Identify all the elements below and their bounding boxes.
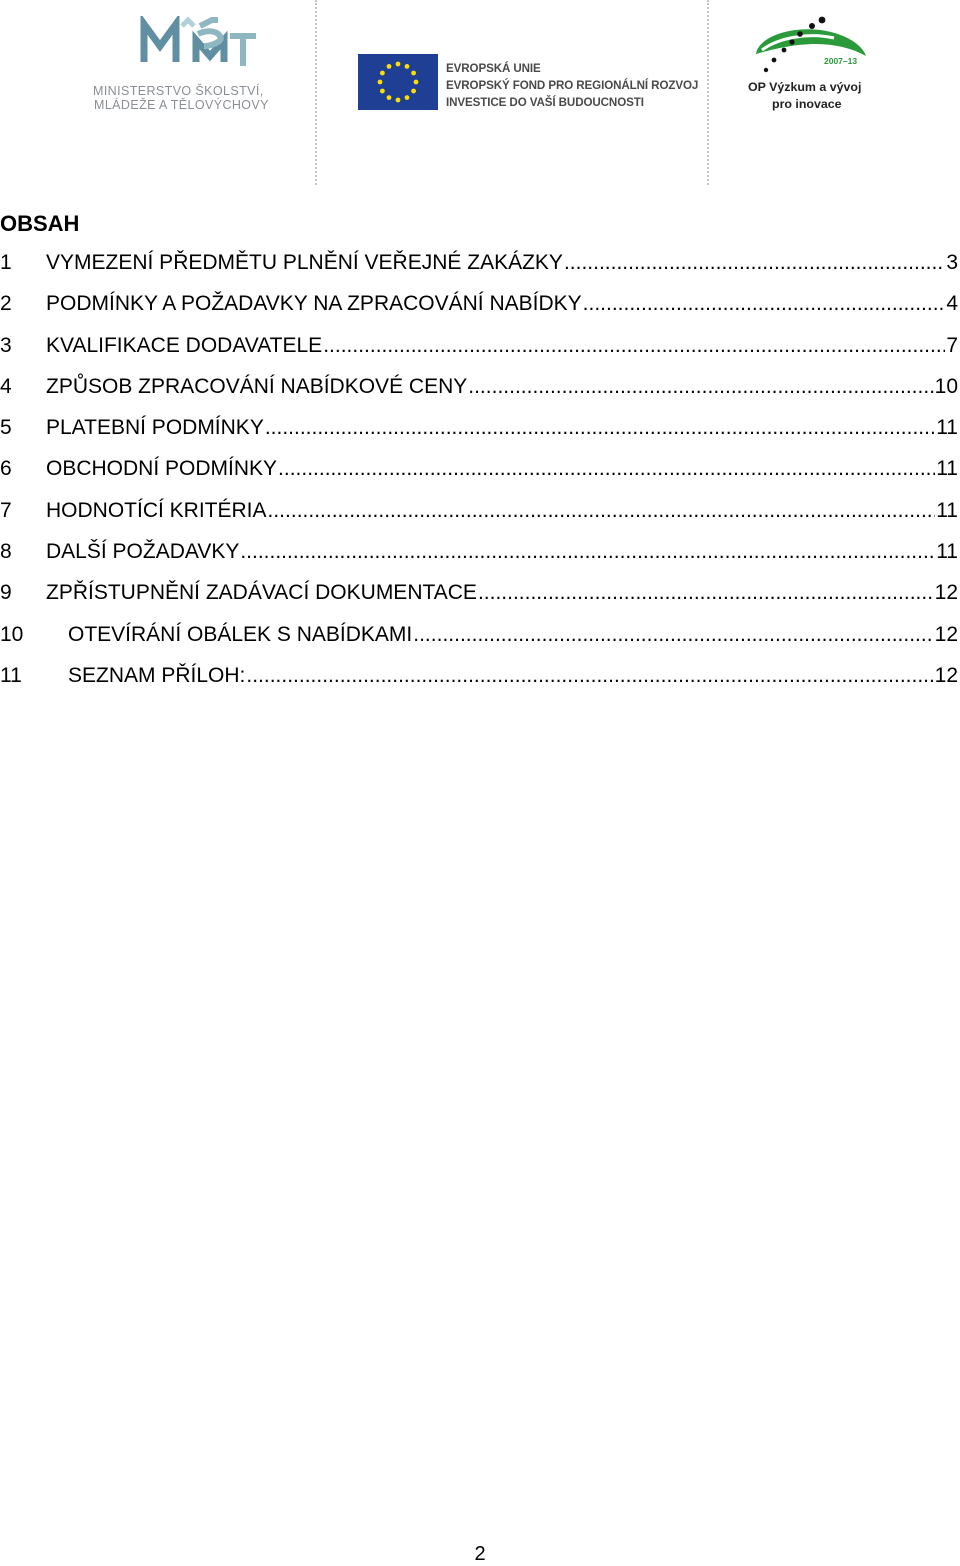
toc-entry-number: 3 — [0, 333, 12, 357]
toc-entry-number: 10 — [0, 622, 24, 646]
toc-entry-page: 12 — [934, 581, 958, 605]
toc-entry-title: ZPŘÍSTUPNĚNÍ ZADÁVACÍ DOKUMENTACE — [46, 581, 477, 605]
eu-text-line3: INVESTICE DO VAŠÍ BUDOUCNOSTI — [446, 96, 644, 109]
toc-entry-page: 11 — [936, 540, 958, 564]
toc-entry-page: 7 — [946, 333, 958, 357]
eu-text-line2: EVROPSKÝ FOND PRO REGIONÁLNÍ ROZVOJ — [446, 79, 699, 92]
toc-entry-title: SEZNAM PŘÍLOH: — [68, 663, 246, 687]
eu-logo — [358, 52, 699, 112]
toc-leader-dots — [564, 243, 945, 283]
header-divider — [707, 0, 709, 185]
toc-entry-page: 12 — [934, 622, 958, 646]
msmt-name-line2: MLÁDEŽE A TĚLOVÝCHOVY — [94, 98, 269, 112]
toc-entry-title: DALŠÍ POŽADAVKY — [46, 540, 240, 564]
toc-entry-title: KVALIFIKACE DODAVATELE — [46, 333, 323, 357]
toc-entry[interactable] — [0, 573, 960, 614]
op-years: 2007–13 — [824, 56, 858, 66]
toc-entry-page: 11 — [936, 498, 958, 522]
msmt-logo — [90, 14, 290, 114]
toc-entry-number: 6 — [0, 457, 12, 481]
op-vavpi-logo — [742, 14, 882, 114]
toc-entry[interactable] — [0, 615, 960, 656]
op-vavpi-swoosh-icon — [748, 14, 878, 80]
toc-entry-number: 5 — [0, 416, 12, 440]
toc-title: OBSAH — [0, 211, 80, 236]
toc-entry-page: 12 — [934, 663, 958, 687]
eu-flag-icon — [358, 54, 438, 110]
toc-entry-title: HODNOTÍCÍ KRITÉRIA — [46, 498, 267, 522]
toc-entry-page: 3 — [946, 251, 958, 274]
toc-entry[interactable] — [0, 367, 960, 408]
toc-entry-number: 1 — [0, 251, 12, 274]
toc-leader-dots — [265, 408, 935, 448]
toc-entry-page: 4 — [946, 292, 958, 316]
toc-entry[interactable] — [0, 532, 960, 573]
op-name-line2: pro inovace — [772, 97, 842, 111]
toc-entry[interactable] — [0, 243, 960, 284]
msmt-monogram-icon — [138, 16, 258, 82]
toc-entry-number: 4 — [0, 374, 12, 398]
toc-entry-number: 8 — [0, 540, 12, 564]
toc-entry[interactable] — [0, 408, 960, 449]
header-logos — [0, 0, 960, 190]
page-number: 2 — [474, 1543, 486, 1565]
toc-entry-title: OBCHODNÍ PODMÍNKY — [46, 457, 278, 481]
toc-entry-number: 2 — [0, 292, 12, 316]
toc-entry[interactable] — [0, 284, 960, 325]
toc-entry-number: 11 — [0, 663, 22, 687]
op-name-line1: OP Výzkum a vývoj — [748, 80, 862, 94]
toc-leader-dots — [240, 532, 935, 572]
toc-entry-title: VYMEZENÍ PŘEDMĚTU PLNĚNÍ VEŘEJNÉ ZAKÁZKY — [46, 251, 563, 274]
toc-entry-page: 11 — [936, 416, 958, 440]
toc-list — [0, 243, 960, 697]
toc-entry-title: ZPŮSOB ZPRACOVÁNÍ NABÍDKOVÉ CENY — [46, 374, 468, 398]
toc-entry-title: OTEVÍRÁNÍ OBÁLEK S NABÍDKAMI — [68, 622, 413, 646]
toc-entry[interactable] — [0, 656, 960, 697]
eu-text-line1: EVROPSKÁ UNIE — [446, 62, 541, 75]
toc-entry[interactable] — [0, 326, 960, 367]
toc-entry[interactable] — [0, 449, 960, 490]
toc-entry-page: 11 — [936, 457, 958, 481]
toc-entry-page: 10 — [934, 374, 958, 398]
toc-leader-dots — [323, 326, 945, 366]
toc-entry-title: PODMÍNKY A POŽADAVKY NA ZPRACOVÁNÍ NABÍDKY — [46, 292, 582, 316]
toc-entry-number: 9 — [0, 581, 12, 605]
toc-leader-dots — [246, 656, 933, 696]
toc-leader-dots — [468, 367, 933, 407]
header-divider — [315, 0, 317, 185]
toc-leader-dots — [583, 284, 946, 324]
toc-entry-title: PLATEBNÍ PODMÍNKY — [46, 416, 264, 440]
toc-leader-dots — [278, 449, 935, 489]
toc-leader-dots — [413, 615, 933, 655]
msmt-name-line1: MINISTERSTVO ŠKOLSTVÍ, — [93, 84, 264, 98]
toc-entry[interactable] — [0, 491, 960, 532]
toc-leader-dots — [268, 491, 936, 531]
toc-leader-dots — [478, 573, 934, 613]
toc-entry-number: 7 — [0, 498, 12, 522]
